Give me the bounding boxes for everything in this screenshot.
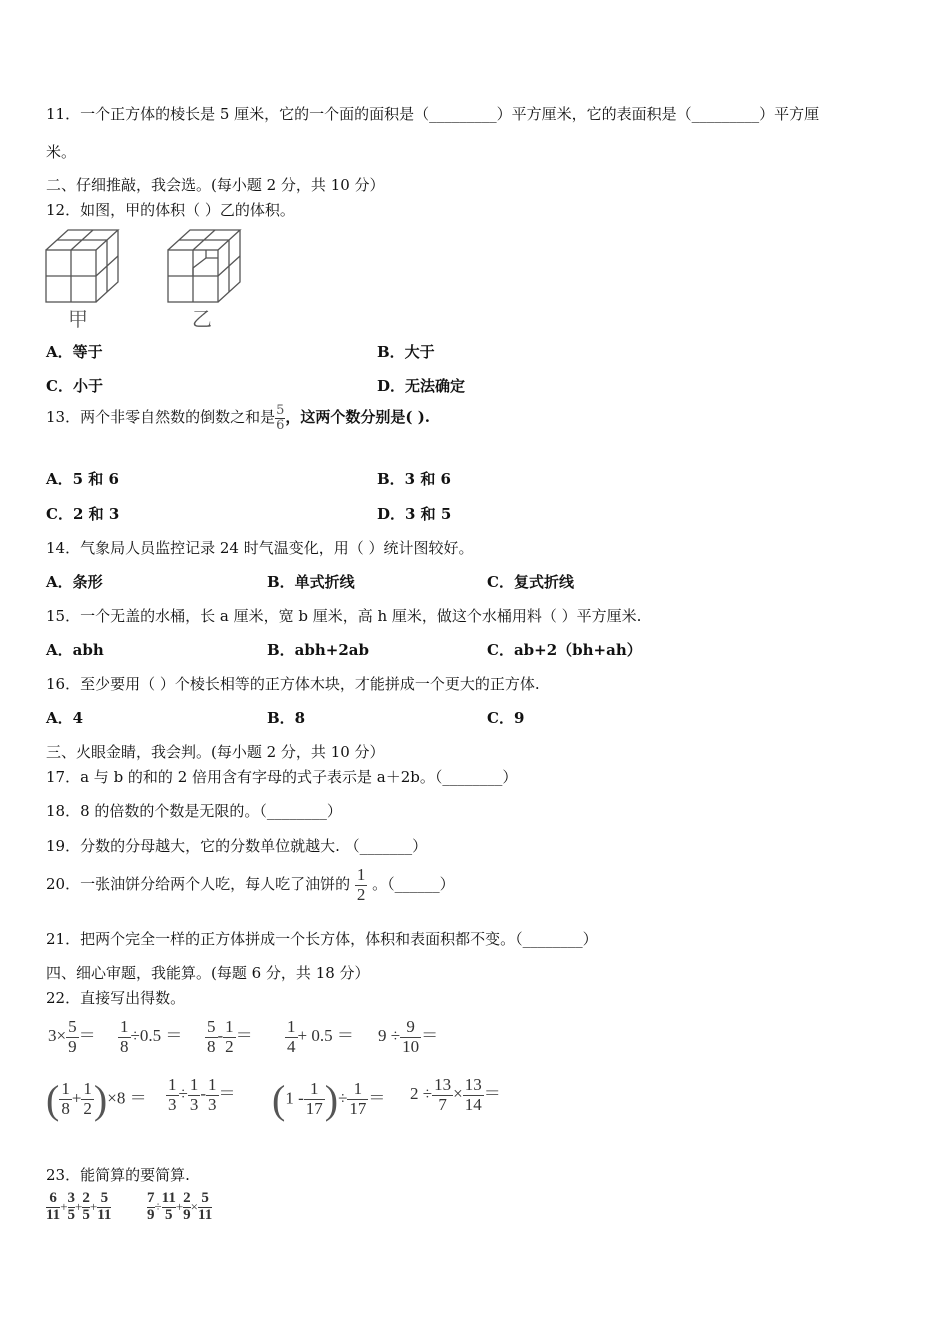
q22-expr-4 xyxy=(285,1018,354,1056)
q22-e7-frac-b xyxy=(188,1076,201,1114)
q13-option-c[interactable]: C．2 和 3 xyxy=(46,505,120,523)
q16-option-b[interactable]: B．8 xyxy=(267,709,306,727)
q23-e1-frac-3 xyxy=(82,1191,90,1224)
q22-e9-lead: 2 ÷ xyxy=(410,1084,433,1104)
q23-e1-frac-2 xyxy=(68,1191,76,1224)
frac-den: 10 xyxy=(402,1036,420,1056)
q22-e6-frac-a xyxy=(59,1080,72,1118)
question-14: 14．气象局人员监控记录 24 时气温变化，用（ ）统计图较好。 xyxy=(46,539,474,557)
q14-option-c[interactable]: C．复式折线 xyxy=(487,573,574,591)
q22-e3-op: - xyxy=(217,1026,224,1046)
section-2-heading: 二、仔细推敲，我会选。(每小题 2 分，共 10 分） xyxy=(46,176,385,194)
q23-expr-2 xyxy=(147,1191,212,1224)
q14-option-a[interactable]: A．条形 xyxy=(46,573,103,591)
q23-e2-frac-2 xyxy=(162,1191,176,1224)
q20-frac-den: 2 xyxy=(356,884,366,904)
frac-den: 2 xyxy=(83,1099,92,1118)
frac-den: 5 xyxy=(67,1206,76,1223)
q22-e6-frac-b xyxy=(81,1080,94,1118)
section-4-heading: 四、细心审题，我能算。(每题 6 分，共 18 分） xyxy=(46,964,370,982)
frac-den: 2 xyxy=(225,1036,234,1056)
q23-e2-frac-3 xyxy=(183,1191,191,1224)
section-3-heading: 三、火眼金睛，我会判。(每小题 2 分，共 10 分） xyxy=(46,743,385,761)
left-paren: ( xyxy=(272,1077,286,1122)
question-17: 17．a 与 b 的和的 2 倍用含有字母的式子表示是 a＋2b。（________） xyxy=(46,768,518,786)
question-11-line1: 11．一个正方体的棱长是 5 厘米，它的一个面的面积是（_________）平方厘米，它的表面积是（_________）平方厘 xyxy=(46,105,820,123)
frac-den: 11 xyxy=(198,1206,213,1223)
frac-den: 11 xyxy=(97,1206,112,1223)
frac-den: 17 xyxy=(349,1099,367,1118)
q23-e1-op-2: + xyxy=(75,1199,83,1215)
q22-e8-lead: 1 - xyxy=(285,1088,304,1108)
frac-num: 1 xyxy=(208,1075,217,1094)
question-16: 16．至少要用（ ）个棱长相等的正方体木块，才能拼成一个更大的正方体. xyxy=(46,675,540,693)
q22-e1-tail: ＝ xyxy=(78,1026,96,1046)
q20-text-post: 。（______） xyxy=(372,875,455,894)
frac-num: 1 xyxy=(353,1079,363,1099)
q23-e1-frac-4 xyxy=(97,1191,111,1224)
left-paren: ( xyxy=(46,1077,60,1122)
q22-expr-9 xyxy=(410,1076,501,1114)
frac-den: 8 xyxy=(120,1036,129,1056)
q12-option-d[interactable]: D．无法确定 xyxy=(377,377,466,395)
frac-den: 11 xyxy=(46,1206,61,1223)
q22-e9-frac-a xyxy=(432,1076,453,1114)
question-20 xyxy=(46,866,455,904)
q20-frac-num: 1 xyxy=(356,865,366,884)
q22-e9-frac-b xyxy=(463,1076,484,1114)
frac-num: 5 xyxy=(207,1017,216,1036)
q12-option-a[interactable]: A．等于 xyxy=(46,343,103,361)
frac-den: 7 xyxy=(432,1095,453,1115)
frac-den: 3 xyxy=(208,1094,217,1114)
q22-e5-lead: 9 ÷ xyxy=(378,1026,401,1046)
q22-e7-op1: ÷ xyxy=(178,1084,188,1104)
frac-den: 9 xyxy=(147,1206,155,1223)
frac-num: 1 xyxy=(189,1075,199,1094)
question-18: 18．8 的倍数的个数是无限的。（________） xyxy=(46,802,342,820)
frac-num: 5 xyxy=(100,1190,109,1206)
q13-frac-den: 6 xyxy=(276,417,285,433)
frac-num: 9 xyxy=(406,1017,415,1036)
q16-option-a[interactable]: A．4 xyxy=(46,709,84,727)
q13-fraction xyxy=(275,404,285,432)
q22-e6-tail: ×8 ＝ xyxy=(107,1088,147,1108)
frac-den: 8 xyxy=(207,1036,216,1056)
cube-label-yi: 乙 xyxy=(192,307,212,330)
frac-num: 1 xyxy=(310,1079,319,1099)
q22-e8-frac-b xyxy=(347,1080,368,1118)
frac-num: 1 xyxy=(168,1075,177,1094)
q22-e8-op: ÷ xyxy=(338,1088,348,1108)
frac-num: 13 xyxy=(464,1075,482,1094)
frac-num: 7 xyxy=(147,1190,155,1206)
q22-expr-7 xyxy=(166,1076,236,1114)
q12-option-c[interactable]: C．小于 xyxy=(46,377,103,395)
frac-num: 11 xyxy=(161,1190,176,1206)
q22-e1-lead: 3× xyxy=(48,1026,67,1046)
q13-text-pre: 13．两个非零自然数的倒数之和是 xyxy=(46,408,276,427)
frac-num: 13 xyxy=(434,1075,452,1094)
frac-num: 3 xyxy=(67,1190,76,1206)
question-19: 19．分数的分母越大，它的分数单位就越大. （_______） xyxy=(46,837,428,855)
q16-option-c[interactable]: C．9 xyxy=(487,709,525,727)
frac-den: 9 xyxy=(68,1036,77,1056)
cube-label-jia: 甲 xyxy=(68,307,88,330)
q12-option-b[interactable]: B．大于 xyxy=(377,343,435,361)
frac-den: 8 xyxy=(61,1099,70,1118)
question-22-text: 22．直接写出得数。 xyxy=(46,989,186,1007)
frac-den: 4 xyxy=(287,1036,296,1056)
question-21: 21．把两个完全一样的正方体拼成一个长方体，体积和表面积都不变。（________） xyxy=(46,930,598,948)
q23-e2-frac-1 xyxy=(147,1191,155,1224)
cube-jia-drawing xyxy=(46,230,118,302)
frac-num: 1 xyxy=(61,1079,70,1099)
q22-e9-tail: ＝ xyxy=(483,1084,501,1104)
frac-den: 3 xyxy=(189,1094,199,1114)
frac-den: 3 xyxy=(168,1094,177,1114)
q13-option-d[interactable]: D．3 和 5 xyxy=(377,505,452,523)
q22-e9-op: × xyxy=(453,1084,463,1104)
q23-e1-op-1: + xyxy=(60,1199,68,1215)
frac-num: 5 xyxy=(201,1190,209,1206)
cube-figure xyxy=(44,228,254,330)
q22-e4-tail: + 0.5 ＝ xyxy=(297,1026,354,1046)
q22-e7-tail: ＝ xyxy=(218,1084,236,1104)
q22-expr-3 xyxy=(205,1018,253,1056)
q22-e6-op: + xyxy=(71,1088,82,1108)
cube-yi-drawing xyxy=(168,230,240,302)
question-13 xyxy=(46,404,430,432)
q23-e1-op-3: + xyxy=(89,1199,98,1215)
frac-num: 1 xyxy=(225,1017,234,1036)
frac-den: 5 xyxy=(162,1207,176,1224)
q23-e2-op-2: + xyxy=(175,1199,184,1215)
q13-text-post: ，这两个数分别是( ). xyxy=(285,408,431,427)
q22-e5-tail: ＝ xyxy=(421,1026,439,1046)
q22-expr-1 xyxy=(48,1018,96,1056)
q22-e2-tail: ÷0.5 ＝ xyxy=(130,1026,183,1046)
right-paren: ) xyxy=(324,1077,339,1122)
q23-expr-1 xyxy=(46,1191,111,1224)
q22-e7-op2: - xyxy=(200,1084,207,1104)
q13-frac-num: 5 xyxy=(276,403,285,418)
frac-den: 14 xyxy=(464,1094,482,1114)
frac-num: 1 xyxy=(287,1017,296,1036)
q23-e2-op-3: × xyxy=(190,1199,199,1215)
right-paren: ) xyxy=(93,1077,108,1122)
frac-num: 2 xyxy=(82,1190,90,1206)
q15-option-b[interactable]: B．abh+2ab xyxy=(267,641,370,659)
q22-e3-frac-a xyxy=(205,1018,218,1056)
q23-e2-op-1: ÷ xyxy=(154,1199,162,1215)
q22-e7-frac-c xyxy=(206,1076,219,1114)
q22-expr-5 xyxy=(378,1018,438,1056)
q15-option-a[interactable]: A．abh xyxy=(46,641,104,659)
q22-expr-8 xyxy=(272,1076,385,1123)
q22-e5-frac xyxy=(400,1018,421,1056)
question-23-text: 23．能简算的要简算. xyxy=(46,1166,190,1184)
q22-e4-frac xyxy=(285,1018,298,1056)
q22-e8-frac-a xyxy=(304,1080,325,1118)
frac-num: 2 xyxy=(183,1190,191,1206)
q22-e1-frac xyxy=(66,1018,79,1056)
question-11-line2: 米。 xyxy=(46,143,77,161)
question-12-text: 12．如图，甲的体积（ ）乙的体积。 xyxy=(46,201,295,219)
q22-e3-frac-b xyxy=(223,1018,236,1056)
q15-option-c[interactable]: C．ab+2（bh+ah） xyxy=(487,641,642,659)
frac-den: 9 xyxy=(183,1206,191,1223)
frac-num: 1 xyxy=(120,1017,129,1036)
q20-text-pre: 20．一张油饼分给两个人吃，每人吃了油饼的 xyxy=(46,875,351,894)
frac-den: 5 xyxy=(82,1206,90,1223)
q22-expr-2 xyxy=(118,1018,182,1056)
q13-option-a[interactable]: A．5 和 6 xyxy=(46,470,119,488)
q22-e8-tail: ＝ xyxy=(368,1088,386,1108)
frac-den: 17 xyxy=(305,1099,323,1118)
q23-e2-frac-4 xyxy=(198,1191,212,1224)
q22-expr-6 xyxy=(46,1076,147,1123)
q20-fraction xyxy=(355,866,368,904)
q13-option-b[interactable]: B．3 和 6 xyxy=(377,470,451,488)
q22-e3-tail: ＝ xyxy=(235,1026,253,1046)
q22-e2-frac xyxy=(118,1018,131,1056)
q22-e7-frac-a xyxy=(166,1076,179,1114)
frac-num: 1 xyxy=(83,1079,92,1099)
question-15: 15．一个无盖的水桶，长 a 厘米，宽 b 厘米，高 h 厘米，做这个水桶用料（ ）平方厘米. xyxy=(46,607,642,625)
frac-num: 5 xyxy=(68,1017,77,1036)
frac-num: 6 xyxy=(49,1190,57,1206)
q23-e1-frac-1 xyxy=(46,1191,60,1224)
q14-option-b[interactable]: B．单式折线 xyxy=(267,573,355,591)
